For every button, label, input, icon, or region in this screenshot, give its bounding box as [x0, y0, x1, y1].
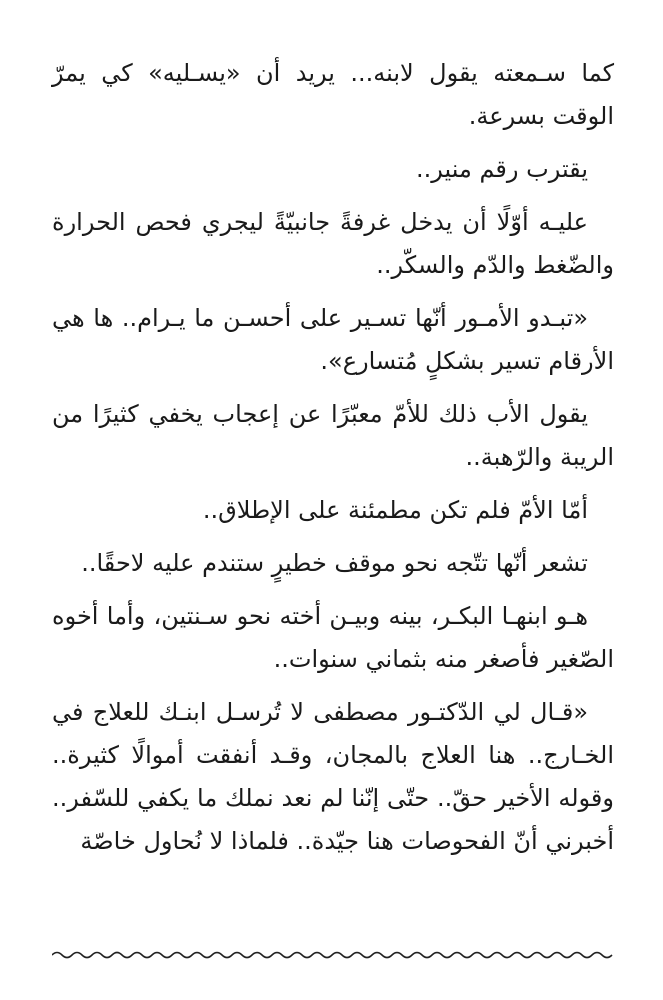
paragraph: «تبـدو الأمـور أنّها تسـير على أحسـن ما يـرام.. ها هي الأرقام تسير بشكلٍ مُتسارع».	[52, 304, 614, 375]
paragraph: يقترب رقم منير..	[415, 155, 588, 183]
paragraph: أمّا الأمّ فلم تكن مطمئنة على الإطلاق..	[202, 496, 588, 524]
paragraph: عليـه أوّلًا أن يدخل غرفةً جانبيّةً ليجري فحص الحرارة والضّغط والدّم والسكّر..	[52, 208, 614, 279]
paragraph: كما سـمعته يقول لابنه... يريد أن «يسـليه» كي يمرّ الوقت بسرعة.	[52, 59, 614, 130]
paragraph: يقول الأب ذلك للأمّ معبّرًا عن إعجاب يخفي كثيرًا من الريبة والرّهبة..	[52, 400, 614, 471]
wavy-divider-line	[52, 953, 612, 958]
paragraph: «قـال لي الدّكتـور مصطفى لا تُرسـل ابنـك للعلاج في الخـارج.. هنا العلاج بالمجان، وقـد أنفقت أموالًا كثيرة.. وقوله الأخير حقّ.. حتّى إنّنا لم نعد نملك ما يكفي للسّفر.. أخبرني أنّ الفحوصات هنا جيّدة.. فلماذا لا نُحاول خاصّة	[52, 698, 614, 855]
wavy-divider	[52, 948, 614, 962]
page-text	[52, 52, 614, 873]
paragraph: تشعر أنّها تتّجه نحو موقف خطيرٍ ستندم عليه لاحقًا..	[81, 549, 588, 577]
paragraph: هـو ابنهـا البكـر، بينه وبيـن أخته نحو سـنتين، وأما أخوه الصّغير فأصغر منه بثماني سنوات..	[52, 602, 614, 673]
